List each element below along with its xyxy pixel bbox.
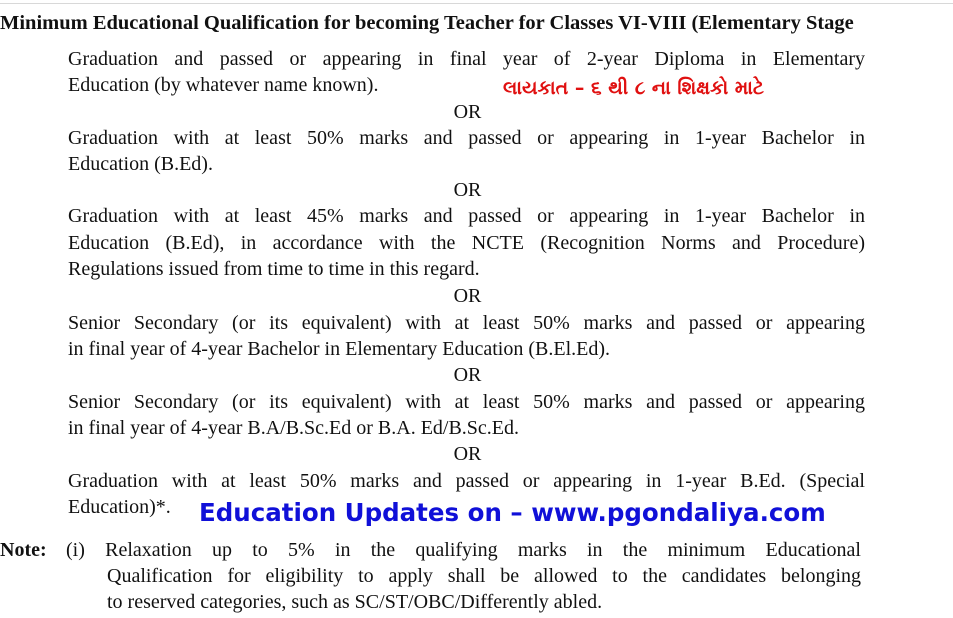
note-label: Note: (0, 539, 47, 561)
option-4-line-1: Senior Secondary (or its equivalent) with at least 50% marks and passed or appearing (68, 312, 865, 334)
note-line-3: to reserved categories, such as SC/ST/OBC/Differently abled. (107, 591, 603, 613)
option-3-line-2: Education (B.Ed), in accordance with the NCTE (Recognition Norms and Procedure) (68, 232, 865, 254)
gujarati-overlay-text: લાયકાત – ૬ થી ૮ ના શિક્ષકો માટે (503, 77, 764, 99)
option-1-line-1: Graduation and passed or appearing in final year of 2-year Diploma in Elementary (68, 48, 865, 70)
or-separator: OR (453, 101, 482, 123)
or-separator: OR (453, 443, 482, 465)
top-divider (0, 3, 953, 4)
option-3-line-3: Regulations issued from time to time in this regard. (68, 258, 480, 280)
website-updates-overlay: Education Updates on – www.pgondaliya.com (199, 498, 826, 527)
document-heading: Minimum Educational Qualification for becoming Teacher for Classes VI-VIII (Elementary Stage (0, 12, 854, 34)
option-3-line-1: Graduation with at least 45% marks and passed or appearing in 1-year Bachelor in (68, 205, 865, 227)
option-6-line-1: Graduation with at least 50% marks and passed or appearing in 1-year B.Ed. (Special (68, 470, 865, 492)
option-1-line-2: Education (by whatever name known). (68, 74, 379, 96)
or-separator: OR (453, 179, 482, 201)
option-2-line-2: Education (B.Ed). (68, 153, 213, 175)
option-5-line-2: in final year of 4-year B.A/B.Sc.Ed or B.A. Ed/B.Sc.Ed. (68, 417, 520, 439)
option-6-line-2: Education)*. (68, 496, 171, 518)
or-separator: OR (453, 285, 482, 307)
option-4-line-2: in final year of 4-year Bachelor in Elementary Education (B.El.Ed). (68, 338, 611, 360)
or-separator: OR (453, 364, 482, 386)
note-line-1: (i) Relaxation up to 5% in the qualifying marks in the minimum Educational (66, 539, 861, 561)
note-line-2: Qualification for eligibility to apply shall be allowed to the candidates belonging (107, 565, 861, 587)
option-2-line-1: Graduation with at least 50% marks and passed or appearing in 1-year Bachelor in (68, 127, 865, 149)
option-5-line-1: Senior Secondary (or its equivalent) with at least 50% marks and passed or appearing (68, 391, 865, 413)
